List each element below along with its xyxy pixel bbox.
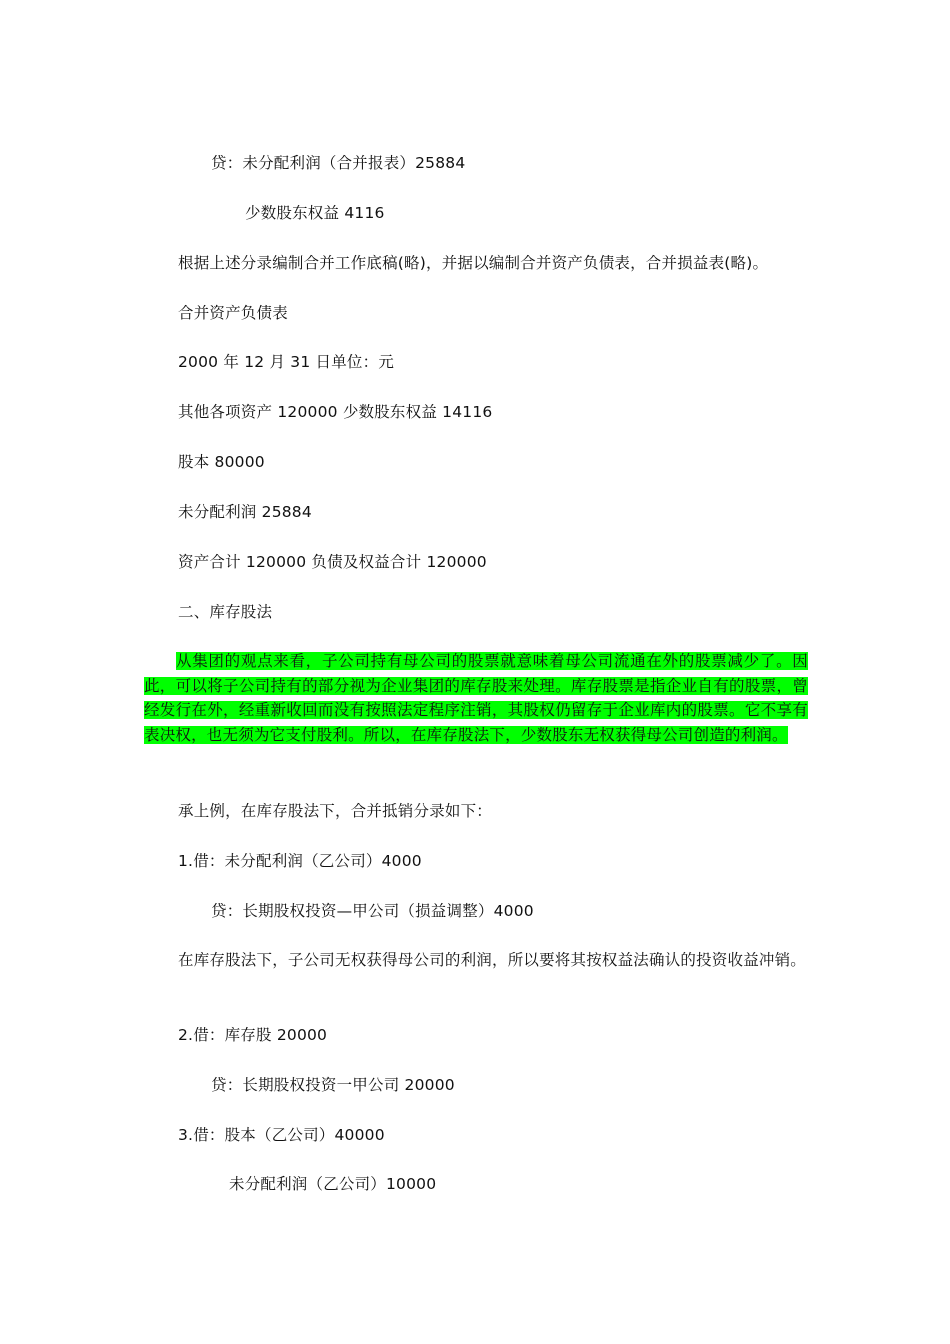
other-assets-line: 其他各项资产 120000 少数股东权益 14116	[178, 403, 493, 421]
entry-3-debit-line: 3.借：股本（乙公司）40000	[178, 1126, 385, 1144]
worksheet-note-line: 根据上述分录编制合并工作底稿(略)，并据以编制合并资产负债表，合并损益表(略)。	[178, 254, 769, 272]
treasury-stock-explanation-paragraph	[144, 649, 808, 747]
entry-1-debit-line: 1.借：未分配利润（乙公司）4000	[178, 852, 422, 870]
entry-3-debit-unallocated-line: 未分配利润（乙公司）10000	[229, 1175, 437, 1193]
totals-line: 资产合计 120000 负债及权益合计 120000	[178, 553, 487, 571]
balance-sheet-date-line: 2000 年 12 月 31 日单位：元	[178, 353, 395, 371]
entry-2-debit-line: 2.借：库存股 20000	[178, 1026, 328, 1044]
credit-unallocated-profit-line: 贷：未分配利润（合并报表）25884	[211, 154, 466, 172]
balance-sheet-title: 合并资产负债表	[178, 304, 288, 322]
share-capital-line: 股本 80000	[178, 453, 265, 471]
entry-1-credit-line: 贷：长期股权投资—甲公司（损益调整）4000	[211, 902, 534, 920]
example-intro-line: 承上例，在库存股法下，合并抵销分录如下：	[178, 802, 493, 820]
section-heading-treasury-stock: 二、库存股法	[178, 603, 273, 621]
investment-income-note-paragraph: 在库存股法下，子公司无权获得母公司的利润，所以要将其按权益法确认的投资收益冲销。	[178, 951, 807, 969]
entry-2-credit-line: 贷：长期股权投资一甲公司 20000	[211, 1076, 455, 1094]
highlighted-text: 从集团的观点来看，子公司持有母公司的股票就意味着母公司流通在外的股票减少了。因此，可以将子公司持有的部分视为企业集团的库存股来处理。库存股票是指企业自有的股票，曾经发行在外，经重新收回而没有按照法定程序注销，其股权仍留存于企业库内的股票。它不享有表决权，也无须为它支付股利。所以，在库存股法下，少数股东无权获得母公司创造的利润。	[144, 652, 808, 744]
minority-interest-line: 少数股东权益 4116	[245, 204, 385, 222]
unallocated-profit-line: 未分配利润 25884	[178, 503, 312, 521]
